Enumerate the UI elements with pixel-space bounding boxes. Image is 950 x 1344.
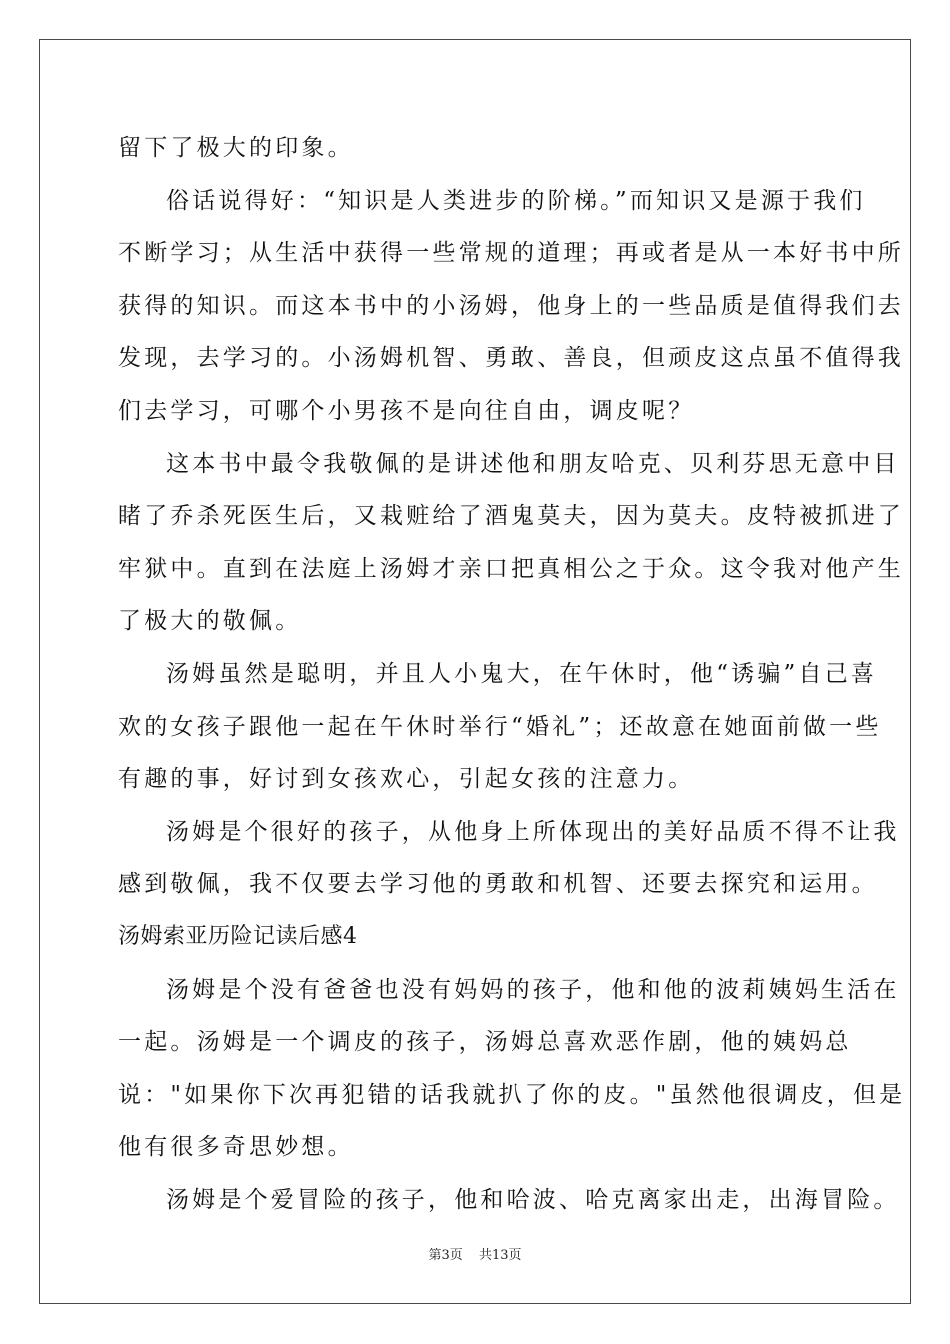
text-line-3: 不断学习；从生活中获得一些常规的道理；再或者是从一本好书中所 [118, 240, 904, 267]
page-number: 第3页 [428, 1248, 463, 1263]
text-line-12: 欢的女孩子跟他一起在午休时举行“婚礼”；还故意在她面前做一些 [118, 713, 882, 740]
section-heading: 汤姆索亚历险记读后感4 [118, 923, 358, 949]
text-line-8: 睹了乔杀死医生后，又栽赃给了酒鬼莫夫，因为莫夫。皮特被抓进了 [118, 503, 904, 530]
text-line-4: 获得的知识。而这本书中的小汤姆，他身上的一些品质是值得我们去 [118, 292, 904, 319]
text-line-15: 感到敬佩，我不仅要去学习他的勇敢和机智、还要去探究和运用。 [118, 871, 878, 898]
text-line-9: 牢狱中。直到在法庭上汤姆才亲口把真相公之于众。这令我对他产生 [118, 555, 904, 582]
text-line-13: 有趣的事，好讨到女孩欢心，引起女孩的注意力。 [118, 766, 695, 793]
text-line-6: 们去学习，可哪个小男孩不是向往自由，调皮呢？ [118, 397, 695, 424]
text-line-18: 一起。汤姆是一个调皮的孩子，汤姆总喜欢恶作剧，他的姨妈总 [118, 1029, 852, 1056]
text-line-2: 俗话说得好：“知识是人类进步的阶梯。”而知识又是源于我们 [166, 187, 866, 214]
text-line-20: 他有很多奇思妙想。 [118, 1134, 354, 1161]
text-line-10: 了极大的敬佩。 [118, 608, 302, 635]
text-line-14: 汤姆是个很好的孩子，从他身上所体现出的美好品质不得不让我 [166, 818, 900, 845]
text-line-7: 这本书中最令我敬佩的是讲述他和朋友哈克、贝利芬思无意中目 [166, 450, 900, 477]
text-line-1: 留下了极大的印象。 [118, 135, 354, 161]
document-body [118, 128, 906, 1232]
text-line-11: 汤姆虽然是聪明，并且人小鬼大，在午休时，他“诱骗”自己喜 [166, 660, 878, 687]
page-total: 共13页 [478, 1248, 522, 1263]
text-line-5: 发现，去学习的。小汤姆机智、勇敢、善良，但顽皮这点虽不值得我 [118, 345, 904, 372]
page-footer [0, 1244, 950, 1263]
text-line-21: 汤姆是个爱冒险的孩子，他和哈波、哈克离家出走，出海冒险。 [166, 1186, 900, 1213]
text-line-17: 汤姆是个没有爸爸也没有妈妈的孩子，他和他的波莉姨妈生活在 [166, 976, 900, 1003]
text-line-19: 说："如果你下次再犯错的话我就扒了你的皮。"虽然他很调皮，但是 [118, 1081, 906, 1108]
